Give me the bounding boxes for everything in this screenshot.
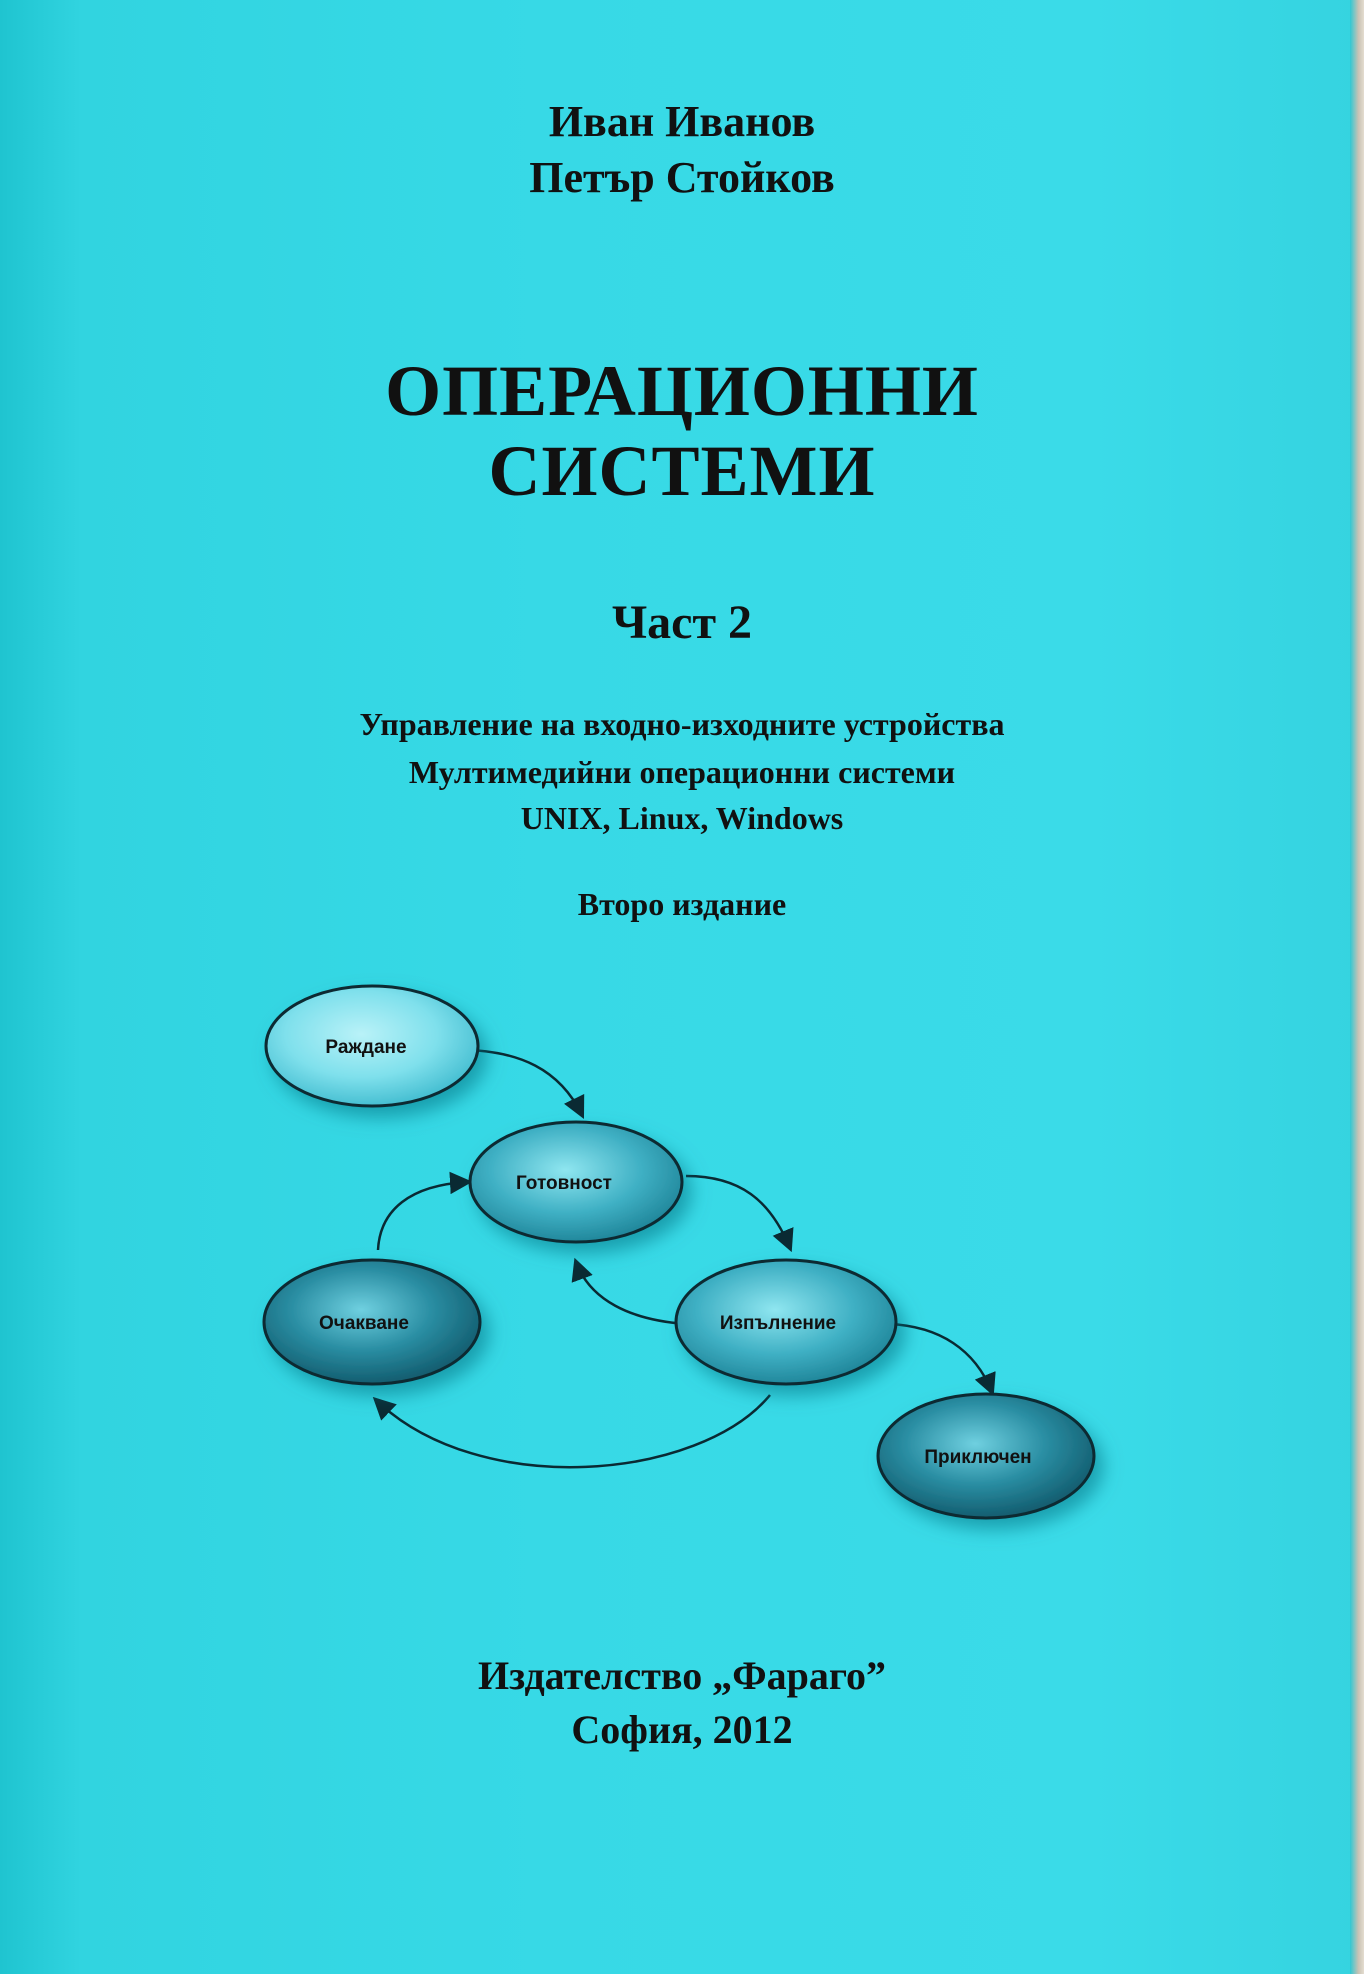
book-title-line: СИСТЕМИ bbox=[488, 431, 876, 511]
state-node-running bbox=[676, 1260, 896, 1384]
state-label: Приключен bbox=[924, 1447, 1032, 1468]
book-title-line: ОПЕРАЦИОННИ bbox=[385, 351, 979, 431]
transition-arrow bbox=[376, 1395, 770, 1467]
state-label: Готовност bbox=[515, 1173, 613, 1194]
transition-arrow bbox=[576, 1262, 686, 1324]
publisher-name: Издателство „Фараго” bbox=[477, 1653, 886, 1698]
author-name: Иван Иванов bbox=[548, 97, 816, 146]
edition-label: Второ издание bbox=[577, 886, 787, 922]
state-label: Очакване bbox=[319, 1313, 409, 1334]
publication-place-year: София, 2012 bbox=[571, 1707, 793, 1752]
state-node-waiting bbox=[264, 1260, 480, 1384]
state-label: Изпълнение bbox=[719, 1313, 837, 1334]
state-label: Раждане bbox=[325, 1037, 407, 1058]
volume-part: Част 2 bbox=[611, 596, 753, 649]
state-node-finished bbox=[878, 1394, 1094, 1518]
subtitle-line: Управление на входно-изходните устройства bbox=[359, 706, 1005, 742]
state-node-birth bbox=[266, 986, 478, 1106]
subtitle-line: UNIX, Linux, Windows bbox=[520, 800, 844, 836]
transition-arrow bbox=[888, 1324, 992, 1392]
subtitle-line: Мултимедийни операционни системи bbox=[408, 754, 956, 790]
transition-arrow bbox=[686, 1176, 790, 1248]
author-name: Петър Стойков bbox=[529, 153, 835, 202]
state-node-ready bbox=[470, 1122, 682, 1242]
transition-arrow bbox=[378, 1182, 468, 1250]
page-edge bbox=[1350, 0, 1364, 1974]
transition-arrow bbox=[460, 1050, 582, 1115]
